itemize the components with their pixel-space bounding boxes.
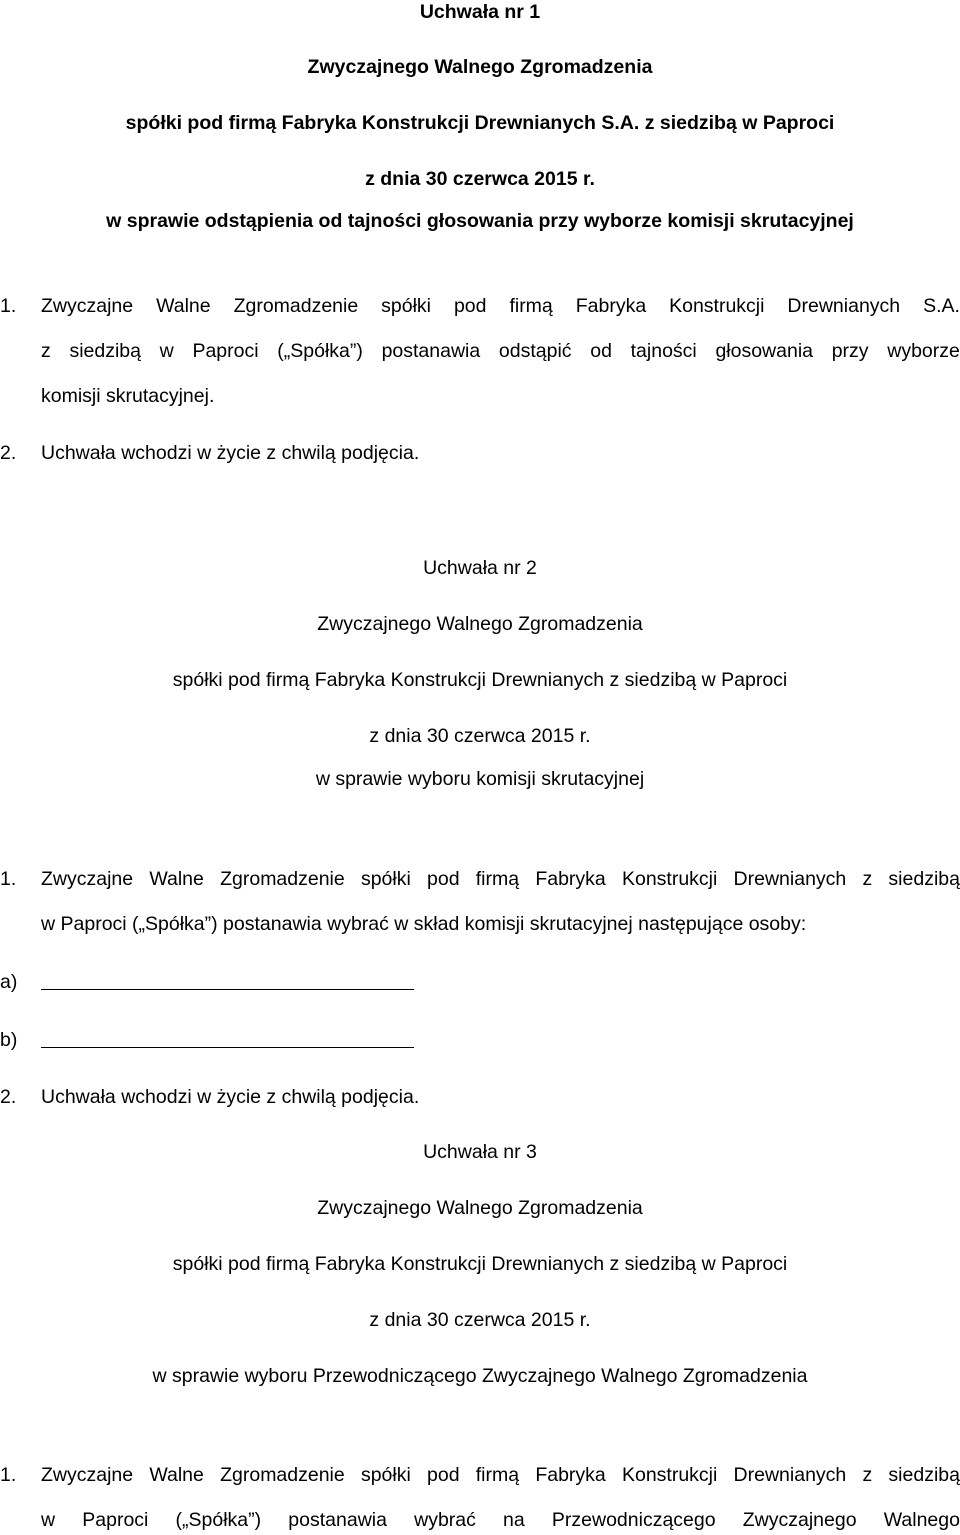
r3-date: z dnia 30 czerwca 2015 r. [369, 1309, 591, 1331]
r2-date: z dnia 30 czerwca 2015 r. [369, 725, 591, 747]
r2-company: spółki pod firmą Fabryka Konstrukcji Drewnianych z siedzibą w Paproci [172, 669, 788, 691]
r2-item-b [0, 1028, 960, 1052]
r3-p1-line-1: Zwyczajne Walne Zgromadzenie spółki pod firmą Fabryka Konstrukcji Drewnianych z siedzibą [41, 1464, 960, 1486]
r1-title: Uchwała nr 1 [419, 1, 541, 23]
r2-p1-number: 1. [0, 868, 17, 890]
r1-company: spółki pod firmą Fabryka Konstrukcji Drewnianych S.A. z siedzibą w Paproci [125, 112, 835, 134]
r3-body-name: Zwyczajnego Walnego Zgromadzenia [317, 1197, 643, 1219]
r2-p1-line-1: Zwyczajne Walne Zgromadzenie spółki pod firmą Fabryka Konstrukcji Drewnianych z siedzibą [41, 868, 960, 890]
r1-p1-line-3: komisji skrutacyjnej. [41, 385, 215, 407]
r1-subject: w sprawie odstąpienia od tajności głosowania przy wyborze komisji skrutacyjnej [106, 210, 854, 232]
r2-p1-line-2: w Paproci („Spółka”) postanawia wybrać w skład komisji skrutacyjnej następujące osoby: [41, 913, 807, 935]
r1-p2-number: 2. [0, 442, 17, 464]
r1-body-name: Zwyczajnego Walnego Zgromadzenia [307, 56, 653, 78]
r2-title: Uchwała nr 2 [423, 557, 537, 579]
r2-p2-number: 2. [0, 1086, 17, 1108]
item-b-blank-line [41, 1047, 414, 1048]
r1-p2-text: Uchwała wchodzi w życie z chwilą podjęcia. [41, 442, 420, 464]
r3-subject: w sprawie wyboru Przewodniczącego Zwyczajnego Walnego Zgromadzenia [152, 1365, 808, 1387]
item-a-blank-line [41, 989, 414, 990]
r2-body-name: Zwyczajnego Walnego Zgromadzenia [317, 613, 643, 635]
item-a-marker: a) [0, 971, 18, 993]
r2-item-a [0, 970, 960, 994]
r3-p1-number: 1. [0, 1464, 17, 1486]
r1-p1-line-1: Zwyczajne Walne Zgromadzenie spółki pod firmą Fabryka Konstrukcji Drewnianych S.A. [41, 295, 960, 317]
r1-p1-line-2: z siedzibą w Paproci („Spółka”) postanawia odstąpić od tajności głosowania przy wyborze [41, 340, 960, 362]
r3-p1-line-2: w Paproci („Spółka”) postanawia wybrać na Przewodniczącego Zwyczajnego Walnego [41, 1509, 960, 1531]
r1-date: z dnia 30 czerwca 2015 r. [365, 168, 595, 190]
item-b-marker: b) [0, 1029, 18, 1051]
r3-title: Uchwała nr 3 [423, 1141, 537, 1163]
r3-company: spółki pod firmą Fabryka Konstrukcji Drewnianych z siedzibą w Paproci [172, 1253, 788, 1275]
r2-subject: w sprawie wyboru komisji skrutacyjnej [315, 768, 645, 790]
r1-p1-number: 1. [0, 295, 17, 317]
r2-p2-text: Uchwała wchodzi w życie z chwilą podjęcia. [41, 1086, 420, 1108]
